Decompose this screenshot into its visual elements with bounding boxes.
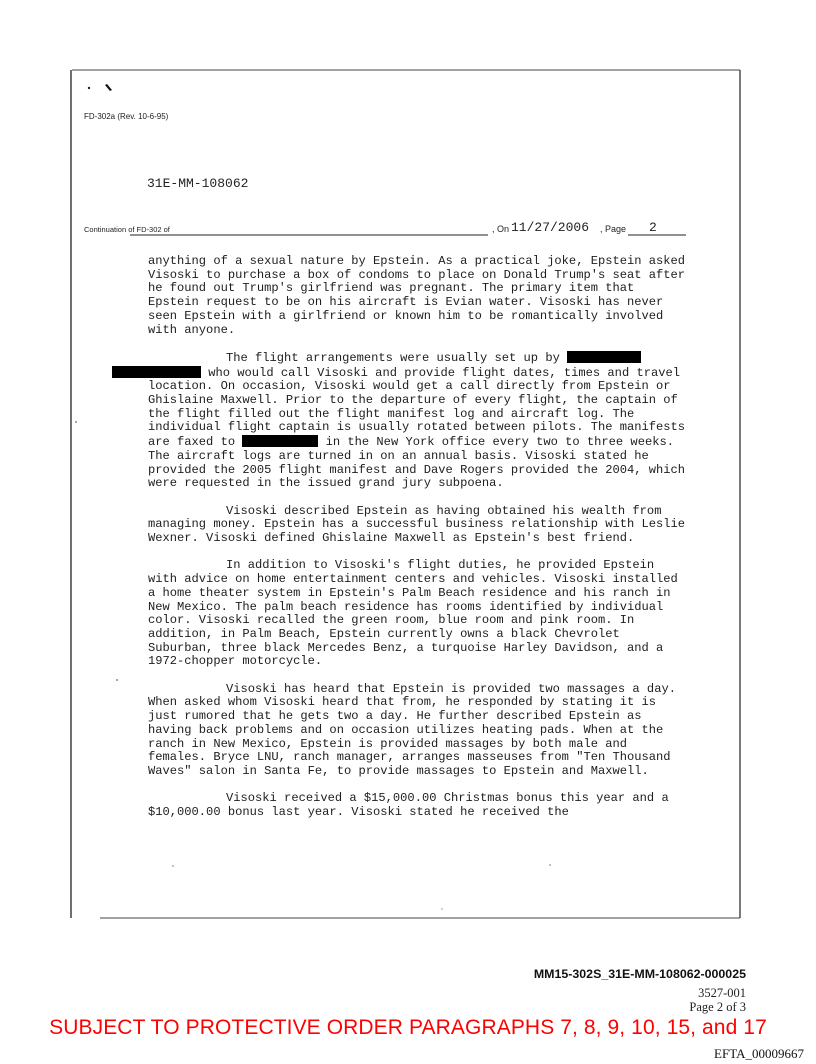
on-label: , On	[492, 224, 510, 234]
punch-mark	[84, 81, 124, 95]
scan-speck	[75, 421, 77, 423]
paragraph	[148, 792, 688, 819]
form-id: FD-302a (Rev. 10-6-95)	[84, 112, 169, 121]
efta-number: EFTA_00009667	[714, 1046, 804, 1061]
paragraph-text: travel location. On occasion, Visoski would get a call directly from Epstein or Ghislaine Maxwell. Prior to the departure of every flight, the captain of the flight filled out the flight manifest log and aircraft log. The individual flight captain is usually rotated between pilots. The manifests are faxed to	[148, 365, 686, 450]
paragraph	[148, 351, 688, 491]
paragraph: anything of a sexual nature by Epstein. As a practical joke, Epstein asked Visoski to purchase a box of condoms to place on Donald Trump's seat after he found out Trump's girlfriend was pregnant. The primary item that Epstein request to be on his aircraft is Evian water. Visoski has never seen Epstein with a girlfriend or known him to be romantically involved with anyone.	[148, 254, 686, 337]
scan-speck	[172, 865, 174, 867]
scan-speck	[549, 864, 551, 866]
scan-speck	[441, 908, 442, 909]
interview-date: 11/27/2006	[511, 220, 590, 235]
paragraph	[148, 559, 688, 669]
paragraph-text: The flight arrangements were usually set up by	[226, 350, 560, 365]
paragraph-text: Visoski described Epstein as having obtained his wealth from managing money. Epstein has a successful business relationship with Leslie Wexner. Visoski defined Ghislaine Maxwell as Epstein's best friend.	[148, 503, 686, 546]
case-number: 31E-MM-108062	[147, 176, 249, 191]
redaction-box	[242, 435, 318, 447]
redaction-box	[112, 366, 201, 378]
scan-speck	[116, 679, 118, 681]
page-label: , Page	[600, 224, 627, 234]
document-body	[148, 255, 688, 833]
bates-number: MM15-302S_31E-MM-108062-000025	[533, 967, 746, 981]
redaction-box	[567, 351, 641, 363]
document-code: 3527-001	[698, 986, 746, 1000]
paragraph-text: in the New York office every two to three weeks. The aircraft logs are turned in on an annual basis. Visoski stated he provided the 2005 flight manifest and Dave Rogers provided the 2004, which were requested in the issued grand jury subpoena.	[148, 435, 686, 491]
paragraph-text: In addition to Visoski's flight duties, he provided Epstein with advice on home entertainment centers and vehicles. Visoski installed a home theater system in Epstein's Palm Beach residence and his ranch in New Mexico. The palm beach residence has rooms identified by individual color. Visoski recalled the green room, blue room and pink room. In addition, in Palm Beach, Epstein currently owns a black Chevrolet Suburban, three black Mercedes Benz, a turquoise Harley Davidson, and a 1972-chopper motorcycle.	[148, 558, 678, 669]
page-of-count: Page 2 of 3	[689, 1000, 746, 1014]
paragraph	[148, 505, 688, 546]
paragraph-text: Visoski has heard that Epstein is provided two massages a day. When asked whom Visoski heard that from, he responded by stating it is just rumored that he gets two a day. He further described Epstein as having back problems and on occasion utilizes heating pads. When at the ranch in New Mexico, Epstein is provided massages by both male and females. Bryce LNU, ranch manager, arranges masseuses from "Ten Thousand Waves" salon in Santa Fe, to provide massages to Epstein and Maxwell.	[148, 681, 676, 778]
page-number: 2	[649, 220, 657, 235]
paragraph	[148, 683, 688, 779]
continuation-label: Continuation of FD-302 of	[84, 225, 170, 234]
protective-order-notice: SUBJECT TO PROTECTIVE ORDER PARAGRAPHS 7, 8, 9, 10, 15, and 17	[49, 1016, 767, 1039]
paragraph-text: Visoski received a $15,000.00 Christmas bonus this year and a $10,000.00 bonus last year. Visoski stated he received the	[148, 791, 669, 820]
paragraph-text: who would call Visoski and provide flight dates, times and	[208, 365, 630, 380]
